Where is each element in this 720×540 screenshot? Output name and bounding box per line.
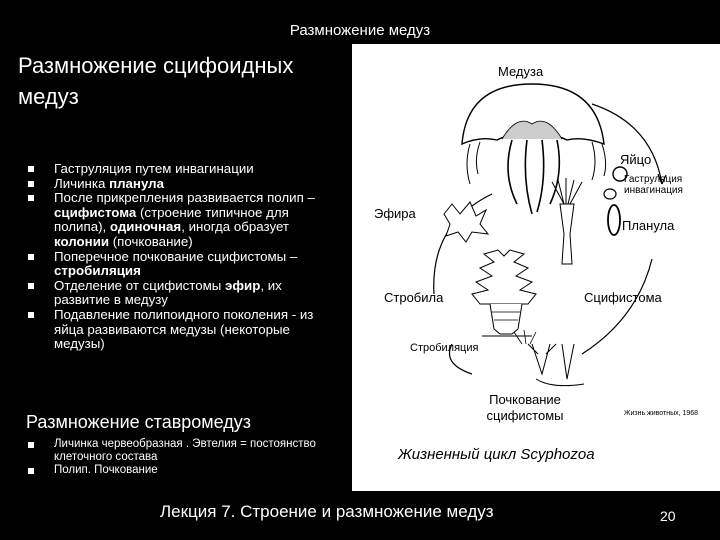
label-strobila: Стробила — [384, 290, 444, 305]
budding-polyp-tentacles — [514, 330, 536, 344]
ephyra-drawing — [444, 202, 488, 242]
bullet-marker — [28, 254, 34, 260]
slide-title: Размножение медуз — [289, 22, 431, 39]
gastrula-drawing — [604, 189, 616, 199]
bullet-marker — [28, 312, 34, 318]
label-source: Жизнь животных, 1968 — [624, 410, 699, 417]
cycle-arc-right — [582, 259, 652, 354]
label-gastrulation: Гаструляция инвагинация — [624, 174, 683, 196]
bullet-bold-term: одиночная — [109, 219, 182, 235]
label-medusa: Медуза — [498, 64, 544, 79]
stauromedusae-bullet-list — [28, 438, 328, 477]
footer-bar — [0, 491, 720, 540]
strobila-stalk — [490, 304, 522, 334]
bullet-item — [28, 177, 328, 192]
top-bar — [0, 0, 720, 44]
bullet-marker — [28, 283, 34, 289]
bullet-text: Отделение от сцифистомы — [54, 277, 226, 293]
bullet-bold-term: сцифистома — [54, 204, 137, 220]
bullet-bold-term: стробиляция — [54, 263, 141, 279]
label-egg: Яйцо — [620, 152, 652, 167]
budding-stolon — [536, 379, 584, 386]
scyphoid-bullet-list — [28, 162, 328, 352]
bullet-text: Личинка червеобразная . Эвтелия = постоянство клеточного состава — [54, 438, 316, 463]
bullet-text: (почкование) — [109, 233, 193, 249]
budding-polyp-1 — [528, 344, 556, 374]
bullet-item — [28, 308, 328, 352]
budding-polyp-2 — [562, 344, 574, 379]
medusa-tentacles — [467, 142, 606, 184]
planula-drawing — [608, 205, 620, 235]
label-strobilation: Стробиляция — [410, 342, 479, 354]
bullet-item — [28, 191, 328, 249]
footer-lecture-title: Лекция 7. Строение и размножение медуз — [160, 502, 494, 521]
label-scyphistoma: Сцифистома — [584, 290, 662, 305]
bullet-item — [28, 250, 328, 279]
section-heading-scyphoid — [18, 50, 338, 112]
section-heading-scyphoid-text: Размножение сцифоидных медуз — [18, 53, 294, 109]
bullet-text: После прикрепления развивается полип – — [54, 190, 315, 206]
bullet-marker — [28, 166, 34, 172]
bullet-item — [28, 162, 328, 177]
bullet-text: Полип. Почкование — [54, 464, 158, 476]
diagram-caption: Жизненный цикл Scyphozoa — [398, 446, 595, 463]
bullet-marker — [28, 195, 34, 201]
label-planula: Планула — [622, 218, 675, 233]
bullet-text: (строение типичное для полипа), — [54, 204, 289, 235]
scyphistoma-tentacles — [552, 178, 582, 204]
bullet-text: Личинка — [54, 175, 110, 191]
section-heading-stauromedusae: Размножение ставромедуз — [26, 412, 252, 432]
bullet-item — [28, 279, 328, 308]
bullet-bold-term: планула — [109, 175, 165, 191]
bullet-text: , иногда образует — [181, 219, 289, 235]
medusa-oral-arms — [508, 140, 559, 214]
scyphistoma-body — [560, 204, 574, 264]
bullet-text: Поперечное почкование сцифистомы – — [54, 248, 298, 264]
bullet-text: , их развитие в медузу — [54, 277, 282, 308]
bullet-text: Подавление полипоидного поколения - из яйца развиваются медузы (некоторые медузы) — [54, 306, 314, 352]
label-budding: Почкование сцифистомы — [486, 392, 564, 423]
bullet-item — [28, 438, 328, 464]
bullet-marker — [28, 468, 34, 474]
bullet-bold-term: эфир — [225, 277, 261, 293]
bullet-marker — [28, 181, 34, 187]
bullet-item — [28, 464, 328, 477]
page-number: 20 — [660, 508, 676, 524]
label-ephyra: Эфира — [374, 206, 416, 221]
bullet-bold-term: колонии — [54, 233, 110, 249]
bullet-marker — [28, 442, 34, 448]
bullet-text: Гаструляция путем инвагинации — [54, 161, 254, 176]
strobila-drawing — [472, 250, 536, 304]
life-cycle-diagram — [352, 44, 720, 488]
